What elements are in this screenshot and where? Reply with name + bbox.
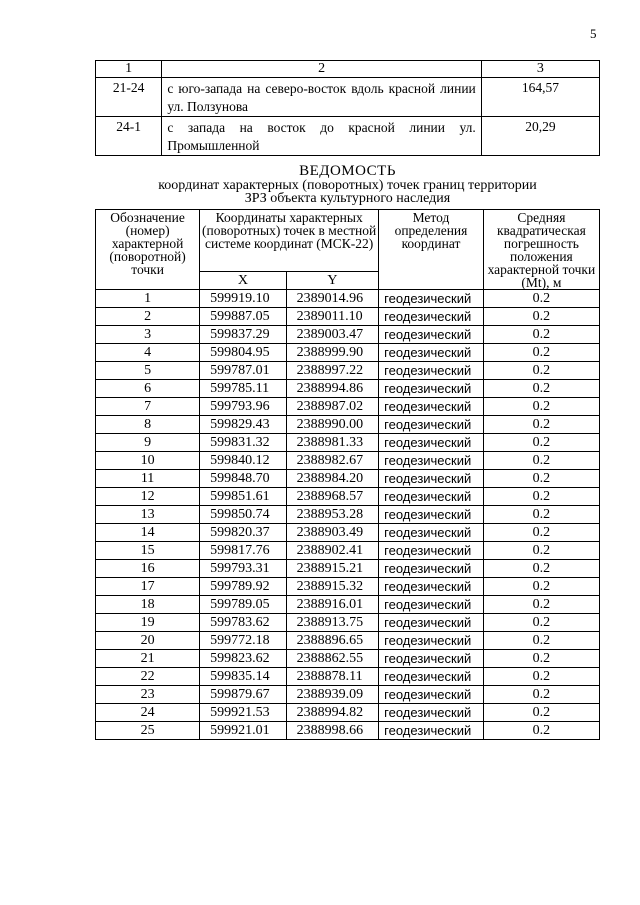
table-row xyxy=(96,416,600,434)
table-row xyxy=(96,578,600,596)
coord-y: 2388862.55 xyxy=(286,650,379,668)
method: геодезический xyxy=(379,290,484,308)
method: геодезический xyxy=(379,704,484,722)
coord-x: 599823.62 xyxy=(200,650,286,668)
method: геодезический xyxy=(379,362,484,380)
statement-subtitle-2: ЗРЗ объекта культурного наследия xyxy=(244,191,451,206)
mean-error: 0.2 xyxy=(483,722,599,740)
table-row xyxy=(96,344,600,362)
coord-y: 2388987.02 xyxy=(286,398,379,416)
table-row xyxy=(96,542,600,560)
method: геодезический xyxy=(379,470,484,488)
coord-y: 2388999.90 xyxy=(286,344,379,362)
statement-subtitle-1: координат характерных (поворотных) точек границ территории xyxy=(158,178,537,193)
coord-y: 2388994.86 xyxy=(286,380,379,398)
method: геодезический xyxy=(379,524,484,542)
table-row xyxy=(96,362,600,380)
method: геодезический xyxy=(379,578,484,596)
coordinates-rows xyxy=(96,290,600,740)
coord-x: 599921.53 xyxy=(200,704,286,722)
point-number: 8 xyxy=(96,416,200,434)
point-number: 22 xyxy=(96,668,200,686)
point-number: 13 xyxy=(96,506,200,524)
mean-error: 0.2 xyxy=(483,614,599,632)
segments-table-header xyxy=(96,61,600,78)
table-row xyxy=(96,434,600,452)
point-number: 11 xyxy=(96,470,200,488)
point-number: 21 xyxy=(96,650,200,668)
coord-y: 2388939.09 xyxy=(286,686,379,704)
method: геодезический xyxy=(379,632,484,650)
method: геодезический xyxy=(379,434,484,452)
coord-x: 599789.92 xyxy=(200,578,286,596)
header-y: Y xyxy=(286,272,379,290)
method: геодезический xyxy=(379,596,484,614)
table-row xyxy=(96,632,600,650)
point-number: 1 xyxy=(96,290,200,308)
table-row xyxy=(96,524,600,542)
header-col-1: 1 xyxy=(96,61,162,78)
point-number: 12 xyxy=(96,488,200,506)
coord-y: 2388916.01 xyxy=(286,596,379,614)
table-row xyxy=(96,614,600,632)
header-x: X xyxy=(200,272,286,290)
coord-x: 599793.96 xyxy=(200,398,286,416)
method: геодезический xyxy=(379,488,484,506)
point-number: 2 xyxy=(96,308,200,326)
point-number: 24 xyxy=(96,704,200,722)
table-row xyxy=(96,452,600,470)
coord-y: 2388915.32 xyxy=(286,578,379,596)
point-number: 6 xyxy=(96,380,200,398)
header-col-3: 3 xyxy=(481,61,599,78)
header-error: Средняя квадратическая погрешность положения характерной точки (Mt), м xyxy=(483,210,599,290)
coord-x: 599829.43 xyxy=(200,416,286,434)
coord-x: 599840.12 xyxy=(200,452,286,470)
mean-error: 0.2 xyxy=(483,542,599,560)
table-row xyxy=(96,470,600,488)
coord-x: 599820.37 xyxy=(200,524,286,542)
table-row xyxy=(96,722,600,740)
point-number: 15 xyxy=(96,542,200,560)
coord-x: 599804.95 xyxy=(200,344,286,362)
table-row xyxy=(96,650,600,668)
coord-x: 599793.31 xyxy=(200,560,286,578)
table-row xyxy=(96,326,600,344)
coord-y: 2388913.75 xyxy=(286,614,379,632)
coord-x: 599848.70 xyxy=(200,470,286,488)
coord-y: 2388981.33 xyxy=(286,434,379,452)
table-row xyxy=(96,380,600,398)
method: геодезический xyxy=(379,668,484,686)
segment-row xyxy=(96,117,600,156)
method: геодезический xyxy=(379,326,484,344)
table-row xyxy=(96,308,600,326)
mean-error: 0.2 xyxy=(483,308,599,326)
table-row xyxy=(96,506,600,524)
table-row xyxy=(96,704,600,722)
method: геодезический xyxy=(379,344,484,362)
segment-row xyxy=(96,78,600,117)
segment-id: 24-1 xyxy=(96,117,162,156)
coord-x: 599837.29 xyxy=(200,326,286,344)
table-row xyxy=(96,668,600,686)
coord-x: 599831.32 xyxy=(200,434,286,452)
point-number: 9 xyxy=(96,434,200,452)
coord-y: 2389003.47 xyxy=(286,326,379,344)
coord-x: 599850.74 xyxy=(200,506,286,524)
coord-x: 599919.10 xyxy=(200,290,286,308)
mean-error: 0.2 xyxy=(483,452,599,470)
method: геодезический xyxy=(379,542,484,560)
segments-table xyxy=(95,60,600,156)
coord-x: 599817.76 xyxy=(200,542,286,560)
mean-error: 0.2 xyxy=(483,506,599,524)
page-number: 5 xyxy=(590,26,597,41)
table-row xyxy=(96,596,600,614)
coord-y: 2388915.21 xyxy=(286,560,379,578)
mean-error: 0.2 xyxy=(483,704,599,722)
mean-error: 0.2 xyxy=(483,578,599,596)
mean-error: 0.2 xyxy=(483,596,599,614)
mean-error: 0.2 xyxy=(483,470,599,488)
point-number: 18 xyxy=(96,596,200,614)
table-row xyxy=(96,488,600,506)
segment-length: 164,57 xyxy=(481,78,599,117)
table-row xyxy=(96,560,600,578)
coord-y: 2389011.10 xyxy=(286,308,379,326)
point-number: 16 xyxy=(96,560,200,578)
mean-error: 0.2 xyxy=(483,632,599,650)
header-designation: Обозначение (номер) характерной (поворотной) точки xyxy=(96,210,200,290)
coord-x: 599789.05 xyxy=(200,596,286,614)
method: геодезический xyxy=(379,614,484,632)
coord-x: 599835.14 xyxy=(200,668,286,686)
segment-description: с запада на восток до красной линии ул. Промышленной xyxy=(162,117,481,156)
coord-y: 2388878.11 xyxy=(286,668,379,686)
coord-x: 599879.67 xyxy=(200,686,286,704)
point-number: 17 xyxy=(96,578,200,596)
mean-error: 0.2 xyxy=(483,488,599,506)
table-row xyxy=(96,686,600,704)
method: геодезический xyxy=(379,308,484,326)
coord-x: 599787.01 xyxy=(200,362,286,380)
method: геодезический xyxy=(379,506,484,524)
point-number: 5 xyxy=(96,362,200,380)
mean-error: 0.2 xyxy=(483,326,599,344)
method: геодезический xyxy=(379,722,484,740)
mean-error: 0.2 xyxy=(483,362,599,380)
point-number: 7 xyxy=(96,398,200,416)
header-coordinates: Координаты характерных (поворотных) точек в местной системе координат (МСК-22) xyxy=(200,210,379,272)
mean-error: 0.2 xyxy=(483,560,599,578)
point-number: 20 xyxy=(96,632,200,650)
mean-error: 0.2 xyxy=(483,650,599,668)
coord-x: 599772.18 xyxy=(200,632,286,650)
point-number: 4 xyxy=(96,344,200,362)
mean-error: 0.2 xyxy=(483,290,599,308)
coord-y: 2388990.00 xyxy=(286,416,379,434)
mean-error: 0.2 xyxy=(483,398,599,416)
point-number: 10 xyxy=(96,452,200,470)
method: геодезический xyxy=(379,452,484,470)
segment-id: 21-24 xyxy=(96,78,162,117)
table-row xyxy=(96,290,600,308)
table-row xyxy=(96,398,600,416)
coordinates-table xyxy=(95,209,600,740)
coord-y: 2388997.22 xyxy=(286,362,379,380)
mean-error: 0.2 xyxy=(483,668,599,686)
coord-y: 2388902.41 xyxy=(286,542,379,560)
coord-x: 599783.62 xyxy=(200,614,286,632)
method: геодезический xyxy=(379,380,484,398)
statement-title: ВЕДОМОСТЬ xyxy=(299,163,396,179)
segment-length: 20,29 xyxy=(481,117,599,156)
method: геодезический xyxy=(379,416,484,434)
coord-y: 2389014.96 xyxy=(286,290,379,308)
coord-y: 2388903.49 xyxy=(286,524,379,542)
coord-y: 2388953.28 xyxy=(286,506,379,524)
mean-error: 0.2 xyxy=(483,344,599,362)
method: геодезический xyxy=(379,686,484,704)
coord-y: 2388982.67 xyxy=(286,452,379,470)
point-number: 14 xyxy=(96,524,200,542)
segment-description: с юго-запада на северо-восток вдоль красной линии ул. Ползунова xyxy=(162,78,481,117)
point-number: 23 xyxy=(96,686,200,704)
method: геодезический xyxy=(379,650,484,668)
coord-y: 2388896.65 xyxy=(286,632,379,650)
coord-x: 599785.11 xyxy=(200,380,286,398)
coord-x: 599851.61 xyxy=(200,488,286,506)
coordinates-table-header xyxy=(96,210,600,272)
coord-x: 599887.05 xyxy=(200,308,286,326)
mean-error: 0.2 xyxy=(483,380,599,398)
coord-y: 2388984.20 xyxy=(286,470,379,488)
point-number: 25 xyxy=(96,722,200,740)
mean-error: 0.2 xyxy=(483,524,599,542)
method: геодезический xyxy=(379,398,484,416)
method: геодезический xyxy=(379,560,484,578)
coord-x: 599921.01 xyxy=(200,722,286,740)
point-number: 19 xyxy=(96,614,200,632)
mean-error: 0.2 xyxy=(483,434,599,452)
coord-y: 2388968.57 xyxy=(286,488,379,506)
header-col-2: 2 xyxy=(162,61,481,78)
header-method: Метод определения координат xyxy=(379,210,484,290)
coord-y: 2388998.66 xyxy=(286,722,379,740)
mean-error: 0.2 xyxy=(483,686,599,704)
mean-error: 0.2 xyxy=(483,416,599,434)
point-number: 3 xyxy=(96,326,200,344)
coord-y: 2388994.82 xyxy=(286,704,379,722)
